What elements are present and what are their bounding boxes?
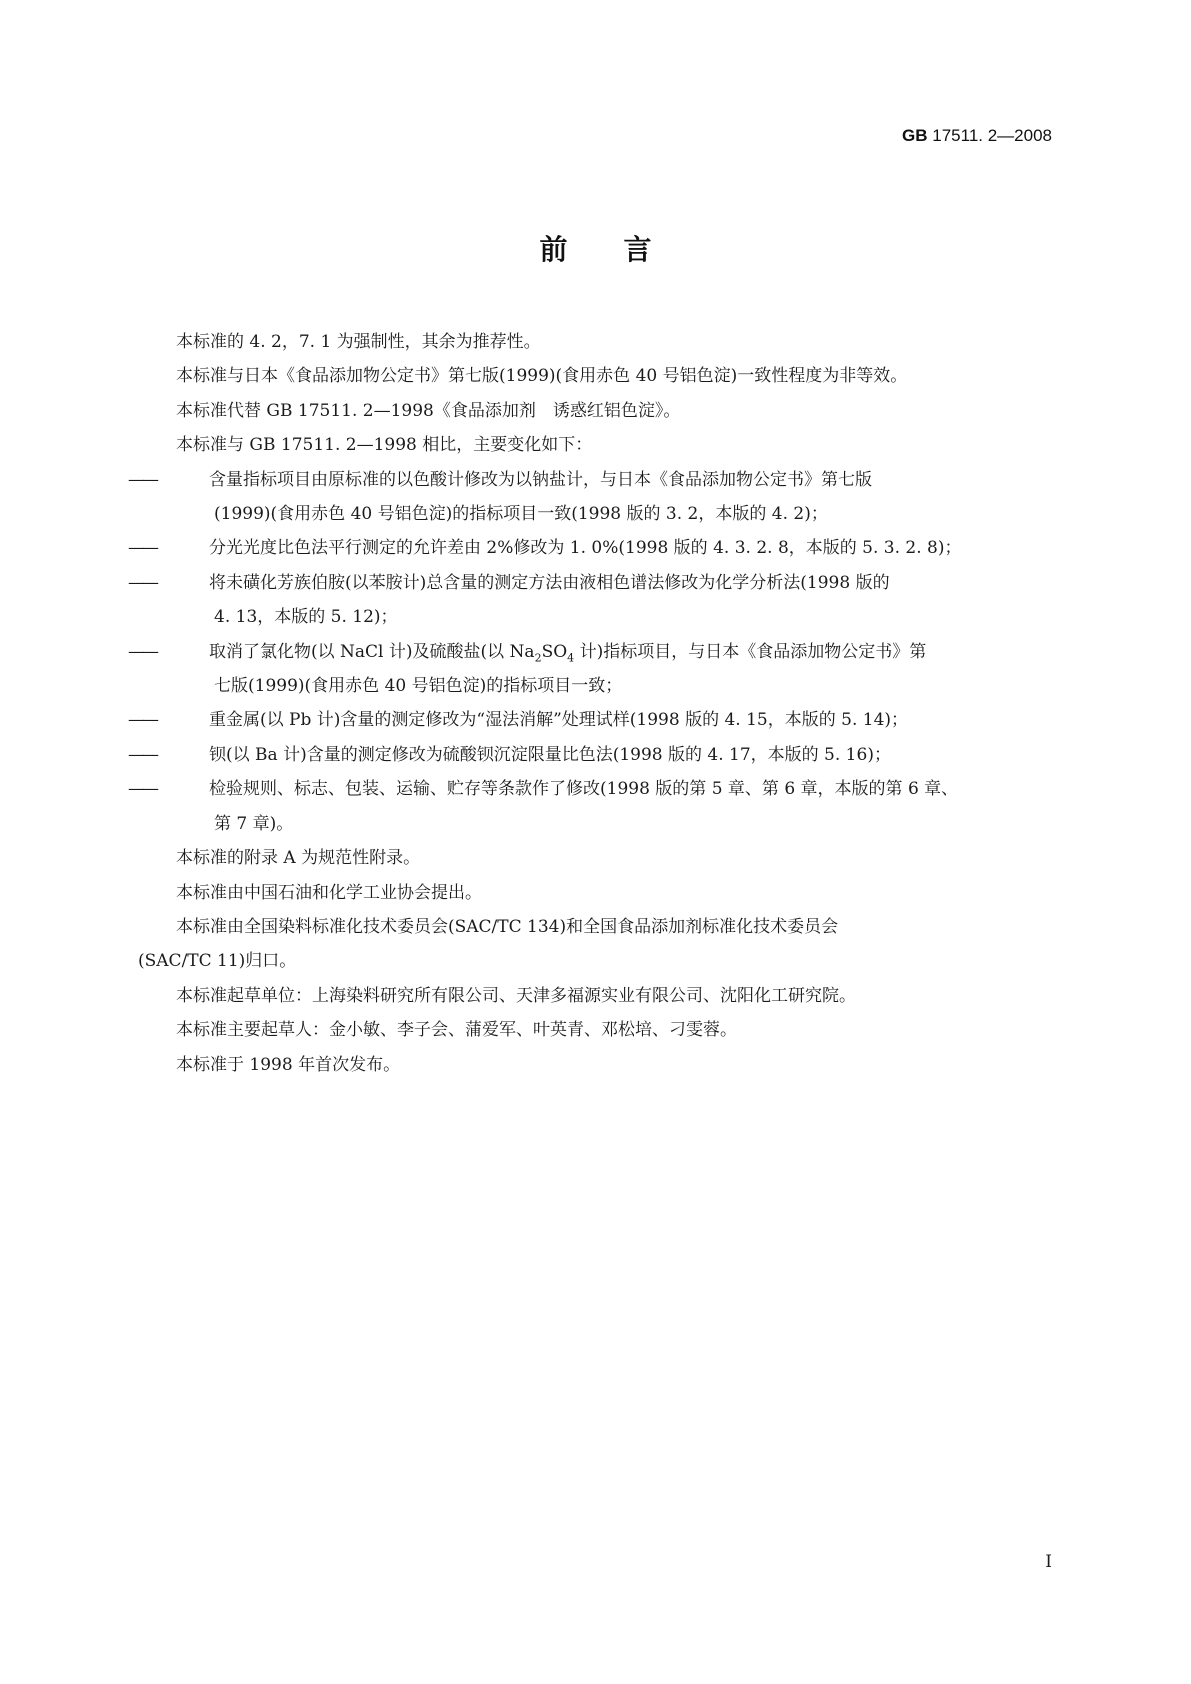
change-item-chloride-sulfate: —— 取消了氯化物(以 NaCl 计)及硫酸盐(以 $Na_2SO_4$ 计)指标项目，与日本《食品添加物公定书》第: [138, 635, 1058, 669]
paragraph-changes-intro: 本标准与 GB 17511. 2—1998 相比，主要变化如下：: [176, 435, 593, 456]
paragraph-proposer: 本标准由中国石油和化学工业协会提出。: [176, 882, 482, 903]
standard-number-value: 17511. 2—2008: [932, 126, 1052, 145]
change-item-heavy-metals: —— 重金属(以 Pb 计)含量的测定修改为“湿法消解”处理试样(1998 版的 4. 15，本版的 5. 14)；: [138, 703, 1058, 737]
change-item-inspection-rules: —— 检验规则、标志、包装、运输、贮存等条款作了修改(1998 版的第 5 章、第 6 章，本版的第 6 章、: [138, 772, 1058, 806]
change-item-aromatic-amines-cont: 4. 13，本版的 5. 12)；: [214, 607, 398, 628]
dash-bullet: ——: [128, 710, 156, 731]
paragraph-drafters: 本标准主要起草人：金小敏、李子会、蒲爱军、叶英青、邓松培、刁雯蓉。: [176, 1020, 737, 1041]
paragraph-annex: 本标准的附录 A 为规范性附录。: [176, 848, 421, 869]
paragraph-consistency: 本标准与日本《食品添加物公定书》第七版(1999)(食用赤色 40 号铝色淀)一致性程度为非等效。: [176, 366, 908, 387]
paragraph-mandatory-clauses: 本标准的 4. 2，7. 1 为强制性，其余为推荐性。: [176, 332, 541, 352]
change-item-content-indicator-cont: (1999)(食用赤色 40 号铝色淀)的指标项目一致(1998 版的 3. 2，本版的 4. 2)；: [214, 504, 828, 525]
page-title: 前言: [539, 233, 708, 266]
dash-bullet: ——: [128, 469, 156, 490]
paragraph-first-release: 本标准于 1998 年首次发布。: [176, 1054, 401, 1075]
dash-bullet: ——: [128, 779, 156, 800]
foreword-body: [128, 325, 1058, 1082]
dash-bullet: ——: [128, 744, 156, 765]
paragraph-drafting-units: 本标准起草单位：上海染料研究所有限公司、天津多福源实业有限公司、沈阳化工研究院。: [176, 985, 856, 1006]
standard-prefix: GB: [902, 126, 928, 145]
change-item-aromatic-amines: —— 将未磺化芳族伯胺(以苯胺计)总含量的测定方法由液相色谱法修改为化学分析法(1998 版的: [138, 566, 1058, 600]
dash-bullet: ——: [128, 538, 156, 559]
change-item-barium: —— 钡(以 Ba 计)含量的测定修改为硫酸钡沉淀限量比色法(1998 版的 4. 17，本版的 5. 16)；: [138, 738, 1058, 772]
dash-bullet: ——: [128, 572, 156, 593]
change-item-inspection-rules-cont: 第 7 章)。: [214, 813, 294, 834]
standard-number: [902, 126, 1052, 146]
paragraph-committee: 本标准由全国染料标准化技术委员会(SAC/TC 134)和全国食品添加剂标准化技术委员会: [176, 916, 839, 937]
dash-bullet: ——: [128, 641, 156, 662]
change-item-chloride-sulfate-cont: 七版(1999)(食用赤色 40 号铝色淀)的指标项目一致；: [214, 676, 623, 697]
paragraph-replaces: 本标准代替 GB 17511. 2—1998《食品添加剂 诱惑红铝色淀》。: [176, 400, 681, 421]
change-item-spectrophotometry: —— 分光光度比色法平行测定的允许差由 2%修改为 1. 0%(1998 版的 4. 3. 2. 8，本版的 5. 3. 2. 8)；: [138, 531, 1058, 565]
change-item-content-indicator: —— 含量指标项目由原标准的以色酸计修改为以钠盐计，与日本《食品添加物公定书》第七版: [138, 463, 1058, 497]
paragraph-committee-cont: (SAC/TC 11)归口。: [138, 951, 297, 972]
page-number: I: [1045, 1552, 1052, 1572]
